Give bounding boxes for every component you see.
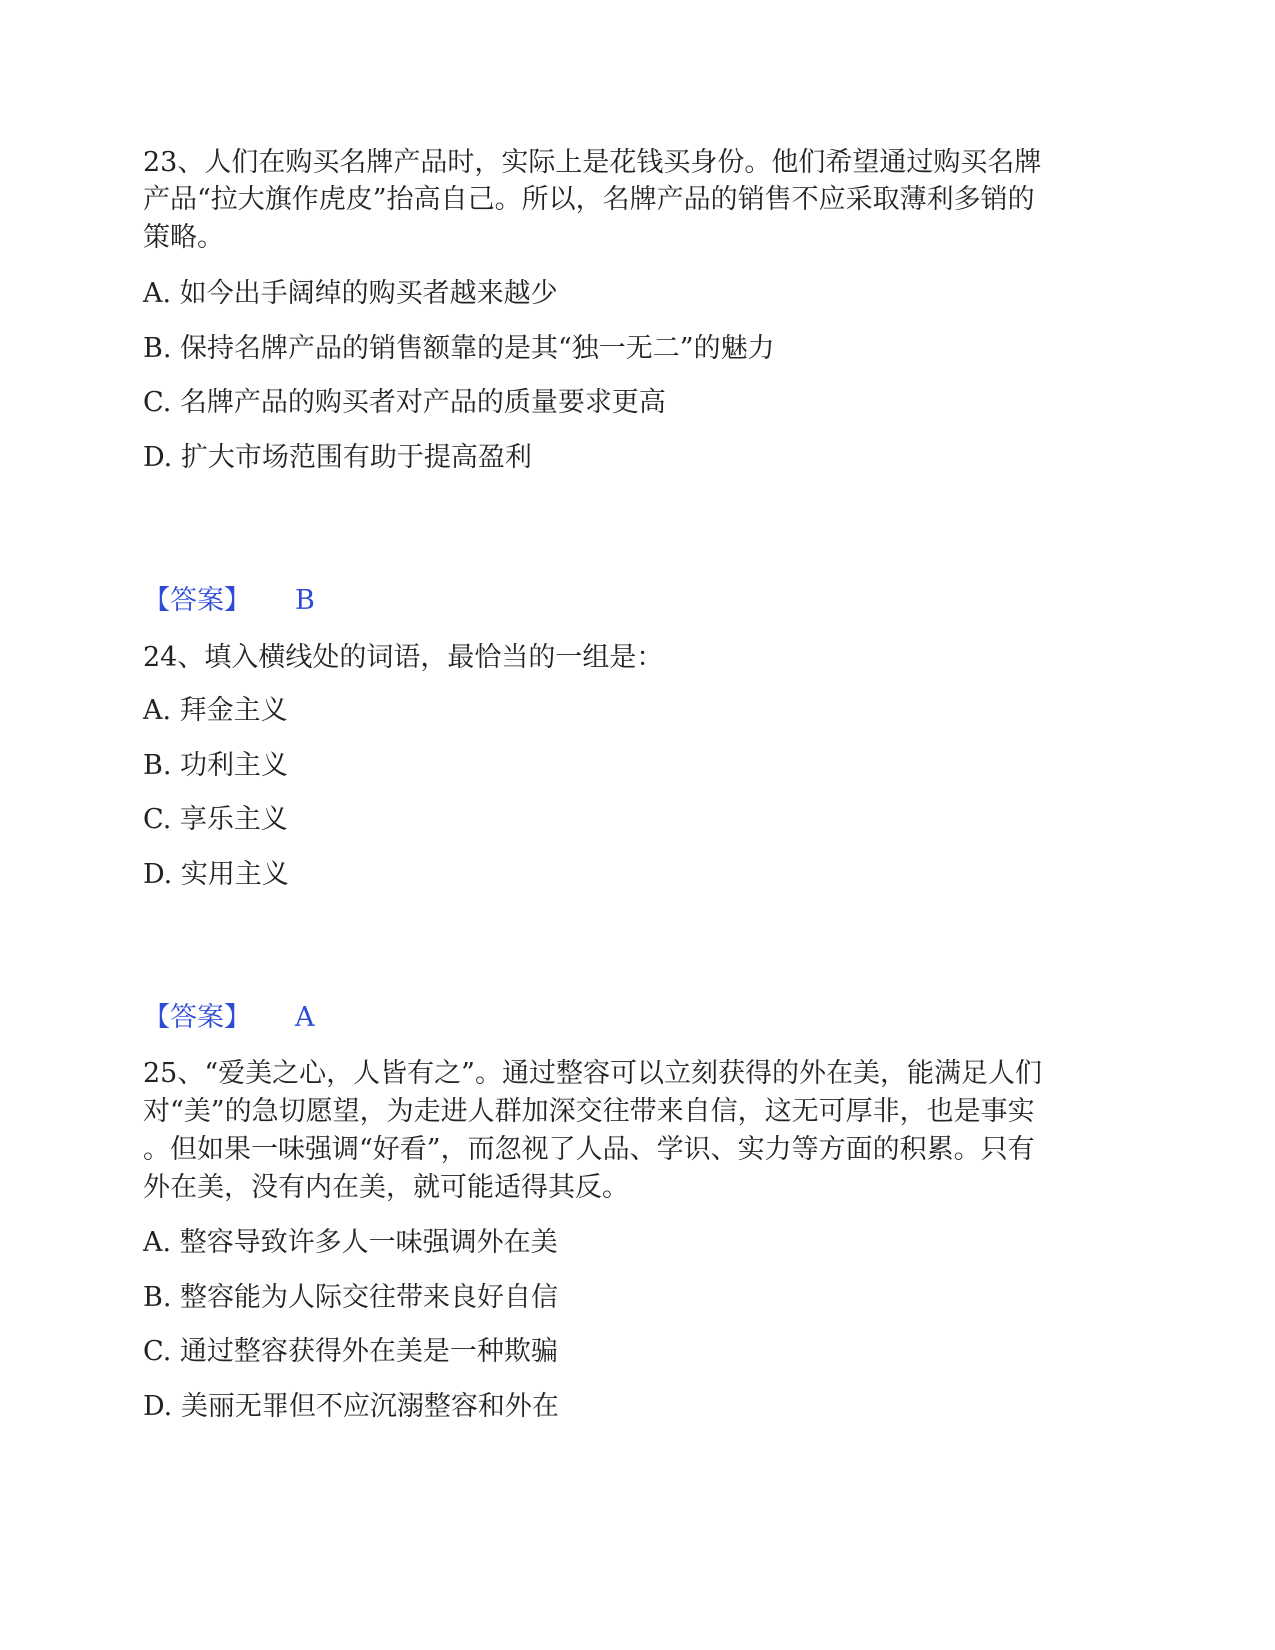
question-23-option-a: A. 如今出手阔绰的购买者越来越少: [143, 278, 558, 309]
question-25-option-a: A. 整容导致许多人一味强调外在美: [143, 1227, 558, 1258]
question-25-stem-line-2: 对“美”的急切愿望，为走进人群加深交往带来自信，这无可厚非，也是事实: [143, 1096, 1035, 1127]
question-23-stem-line-2: 产品“拉大旗作虎皮”抬高自己。所以，名牌产品的销售不应采取薄利多销的: [143, 184, 1035, 215]
question-24-option-a: A. 拜金主义: [143, 695, 288, 726]
question-23-option-c: C. 名牌产品的购买者对产品的质量要求更高: [143, 387, 666, 418]
question-23-stem-line-1: 23、人们在购买名牌产品时，实际上是花钱买身份。他们希望通过购买名牌: [143, 147, 1042, 178]
question-23-stem-line-3: 策略。: [143, 222, 224, 253]
answer-23-label: 【答案】: [143, 585, 251, 616]
answer-24-value: A: [295, 1002, 315, 1033]
question-25-stem-line-1: 25、“爱美之心，人皆有之”。通过整容可以立刻获得的外在美，能满足人们: [143, 1058, 1042, 1089]
question-25-option-d: D. 美丽无罪但不应沉溺整容和外在: [143, 1391, 559, 1422]
answer-23: [143, 582, 443, 620]
question-24-option-b: B. 功利主义: [143, 750, 289, 781]
answer-23-value: B: [295, 585, 315, 616]
question-24-option-d: D. 实用主义: [143, 859, 289, 890]
question-25-stem-line-3: 。但如果一味强调“好看”，而忽视了人品、学识、实力等方面的积累。只有: [143, 1134, 1035, 1165]
question-25-stem-line-4: 外在美，没有内在美，就可能适得其反。: [143, 1172, 629, 1203]
question-25-option-b: B. 整容能为人际交往带来良好自信: [143, 1282, 559, 1313]
answer-24-label: 【答案】: [143, 1002, 251, 1033]
question-25-option-c: C. 通过整容获得外在美是一种欺骗: [143, 1336, 558, 1367]
question-23-option-b: B. 保持名牌产品的销售额靠的是其“独一无二”的魅力: [143, 333, 775, 364]
question-24-stem-line-1: 24、填入横线处的词语，最恰当的一组是：: [143, 642, 664, 673]
question-23-option-d: D. 扩大市场范围有助于提高盈利: [143, 442, 532, 473]
question-24-option-c: C. 享乐主义: [143, 804, 288, 835]
answer-24: [143, 999, 443, 1037]
